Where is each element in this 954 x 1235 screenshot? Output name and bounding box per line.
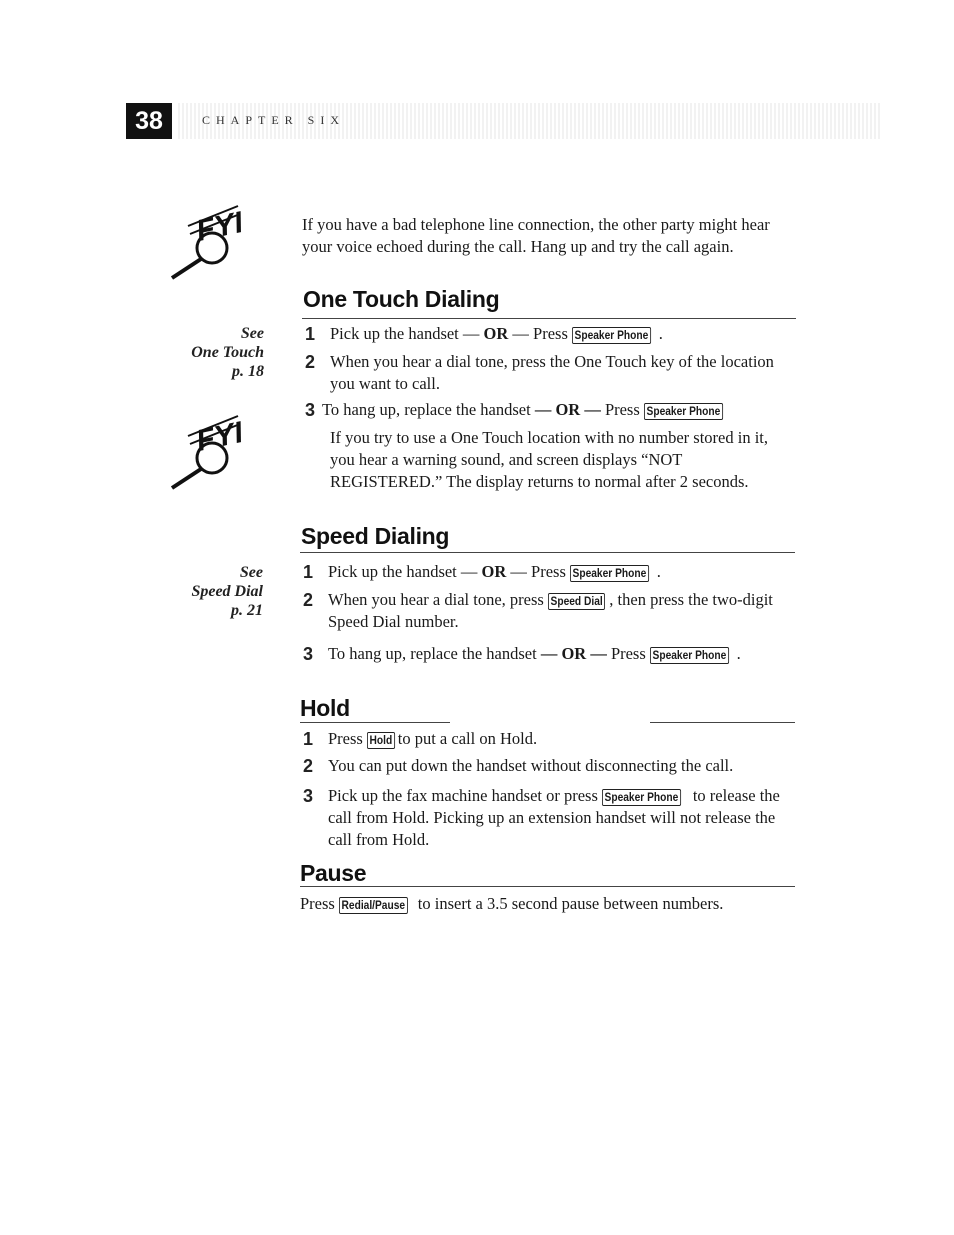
one-touch-title: One Touch Dialing [303,286,500,312]
hold-rule-right [650,722,795,723]
hold-title: Hold [300,695,350,721]
step-number: 1 [305,324,316,344]
pause-rule [300,886,795,887]
one-touch-rule [302,318,796,319]
pause-title: Pause [300,860,367,886]
fyi-icon-label: FYI [193,205,246,248]
see-page: p. 21 [231,602,263,619]
step-number: 2 [303,756,314,776]
see-ref: Speed Dial [191,583,263,600]
page-number: 38 [126,103,172,139]
see-label: See [239,564,263,581]
step-number: 2 [303,590,314,610]
speaker-phone-key: Speaker Phone [570,565,649,582]
step-number: 2 [305,352,316,372]
speed-dialing-title: Speed Dialing [301,523,450,549]
one-touch-note: If you try to use a One Touch location with no number stored in it, you hear a warning sound, and screen displays “NOT REGISTERED.” The display returns to normal after 2 seconds. [330,428,768,491]
step-text: Press Hold to put a call on Hold. [328,729,538,748]
see-label: See [240,325,264,342]
step-number: 1 [303,729,314,749]
one-touch-see-note [114,324,264,381]
speaker-phone-key: Speaker Phone [572,327,651,344]
step-number: 3 [305,400,316,420]
speaker-phone-key: Speaker Phone [644,403,723,420]
step-text: Pick up the handset — OR — Press Speaker Phone . [328,562,661,581]
step-text: Pick up the handset — OR — Press Speaker Phone . [330,324,663,343]
fyi-magnifier-icon [168,196,258,286]
chapter-label: CHAPTER SIX [202,113,346,127]
step-number: 1 [303,562,314,582]
step-text: When you hear a dial tone, press Speed Dial , then press the two-digit Speed Dial number. [328,590,773,631]
step-number: 3 [303,786,314,806]
hold-rule [300,722,450,723]
fyi-icon-label: FYI [193,415,246,458]
speed-dial-see-note [113,563,263,620]
step-text: Pick up the fax machine handset or press Speaker Phone to release the call from Hold. Picking up an extension handset will not release the call from Hold. [328,786,780,849]
hold-key: Hold [367,732,395,749]
pause-text: Press Redial/Pause to insert a 3.5 second pause between numbers. [300,894,724,913]
step-text: When you hear a dial tone, press the One Touch key of the location you want to call. [330,352,774,393]
speed-dialing-rule [300,552,795,553]
step-text: To hang up, replace the handset — OR — Press Speaker Phone . [328,644,741,663]
page-header [126,103,882,141]
step-text: You can put down the handset without disconnecting the call. [328,756,734,775]
speed-dial-key: Speed Dial [548,593,605,610]
see-page: p. 18 [232,363,264,380]
intro-paragraph: If you have a bad telephone line connection, the other party might hear your voice echoed during the call. Hang up and try the call again. [302,215,770,256]
step-number: 3 [303,644,314,664]
redial-pause-key: Redial/Pause [339,897,408,914]
speaker-phone-key: Speaker Phone [650,647,729,664]
speaker-phone-key: Speaker Phone [602,789,681,806]
fyi-magnifier-icon [168,406,258,496]
step-text: To hang up, replace the handset — OR — Press Speaker Phone [322,399,802,421]
see-ref: One Touch [191,344,264,361]
